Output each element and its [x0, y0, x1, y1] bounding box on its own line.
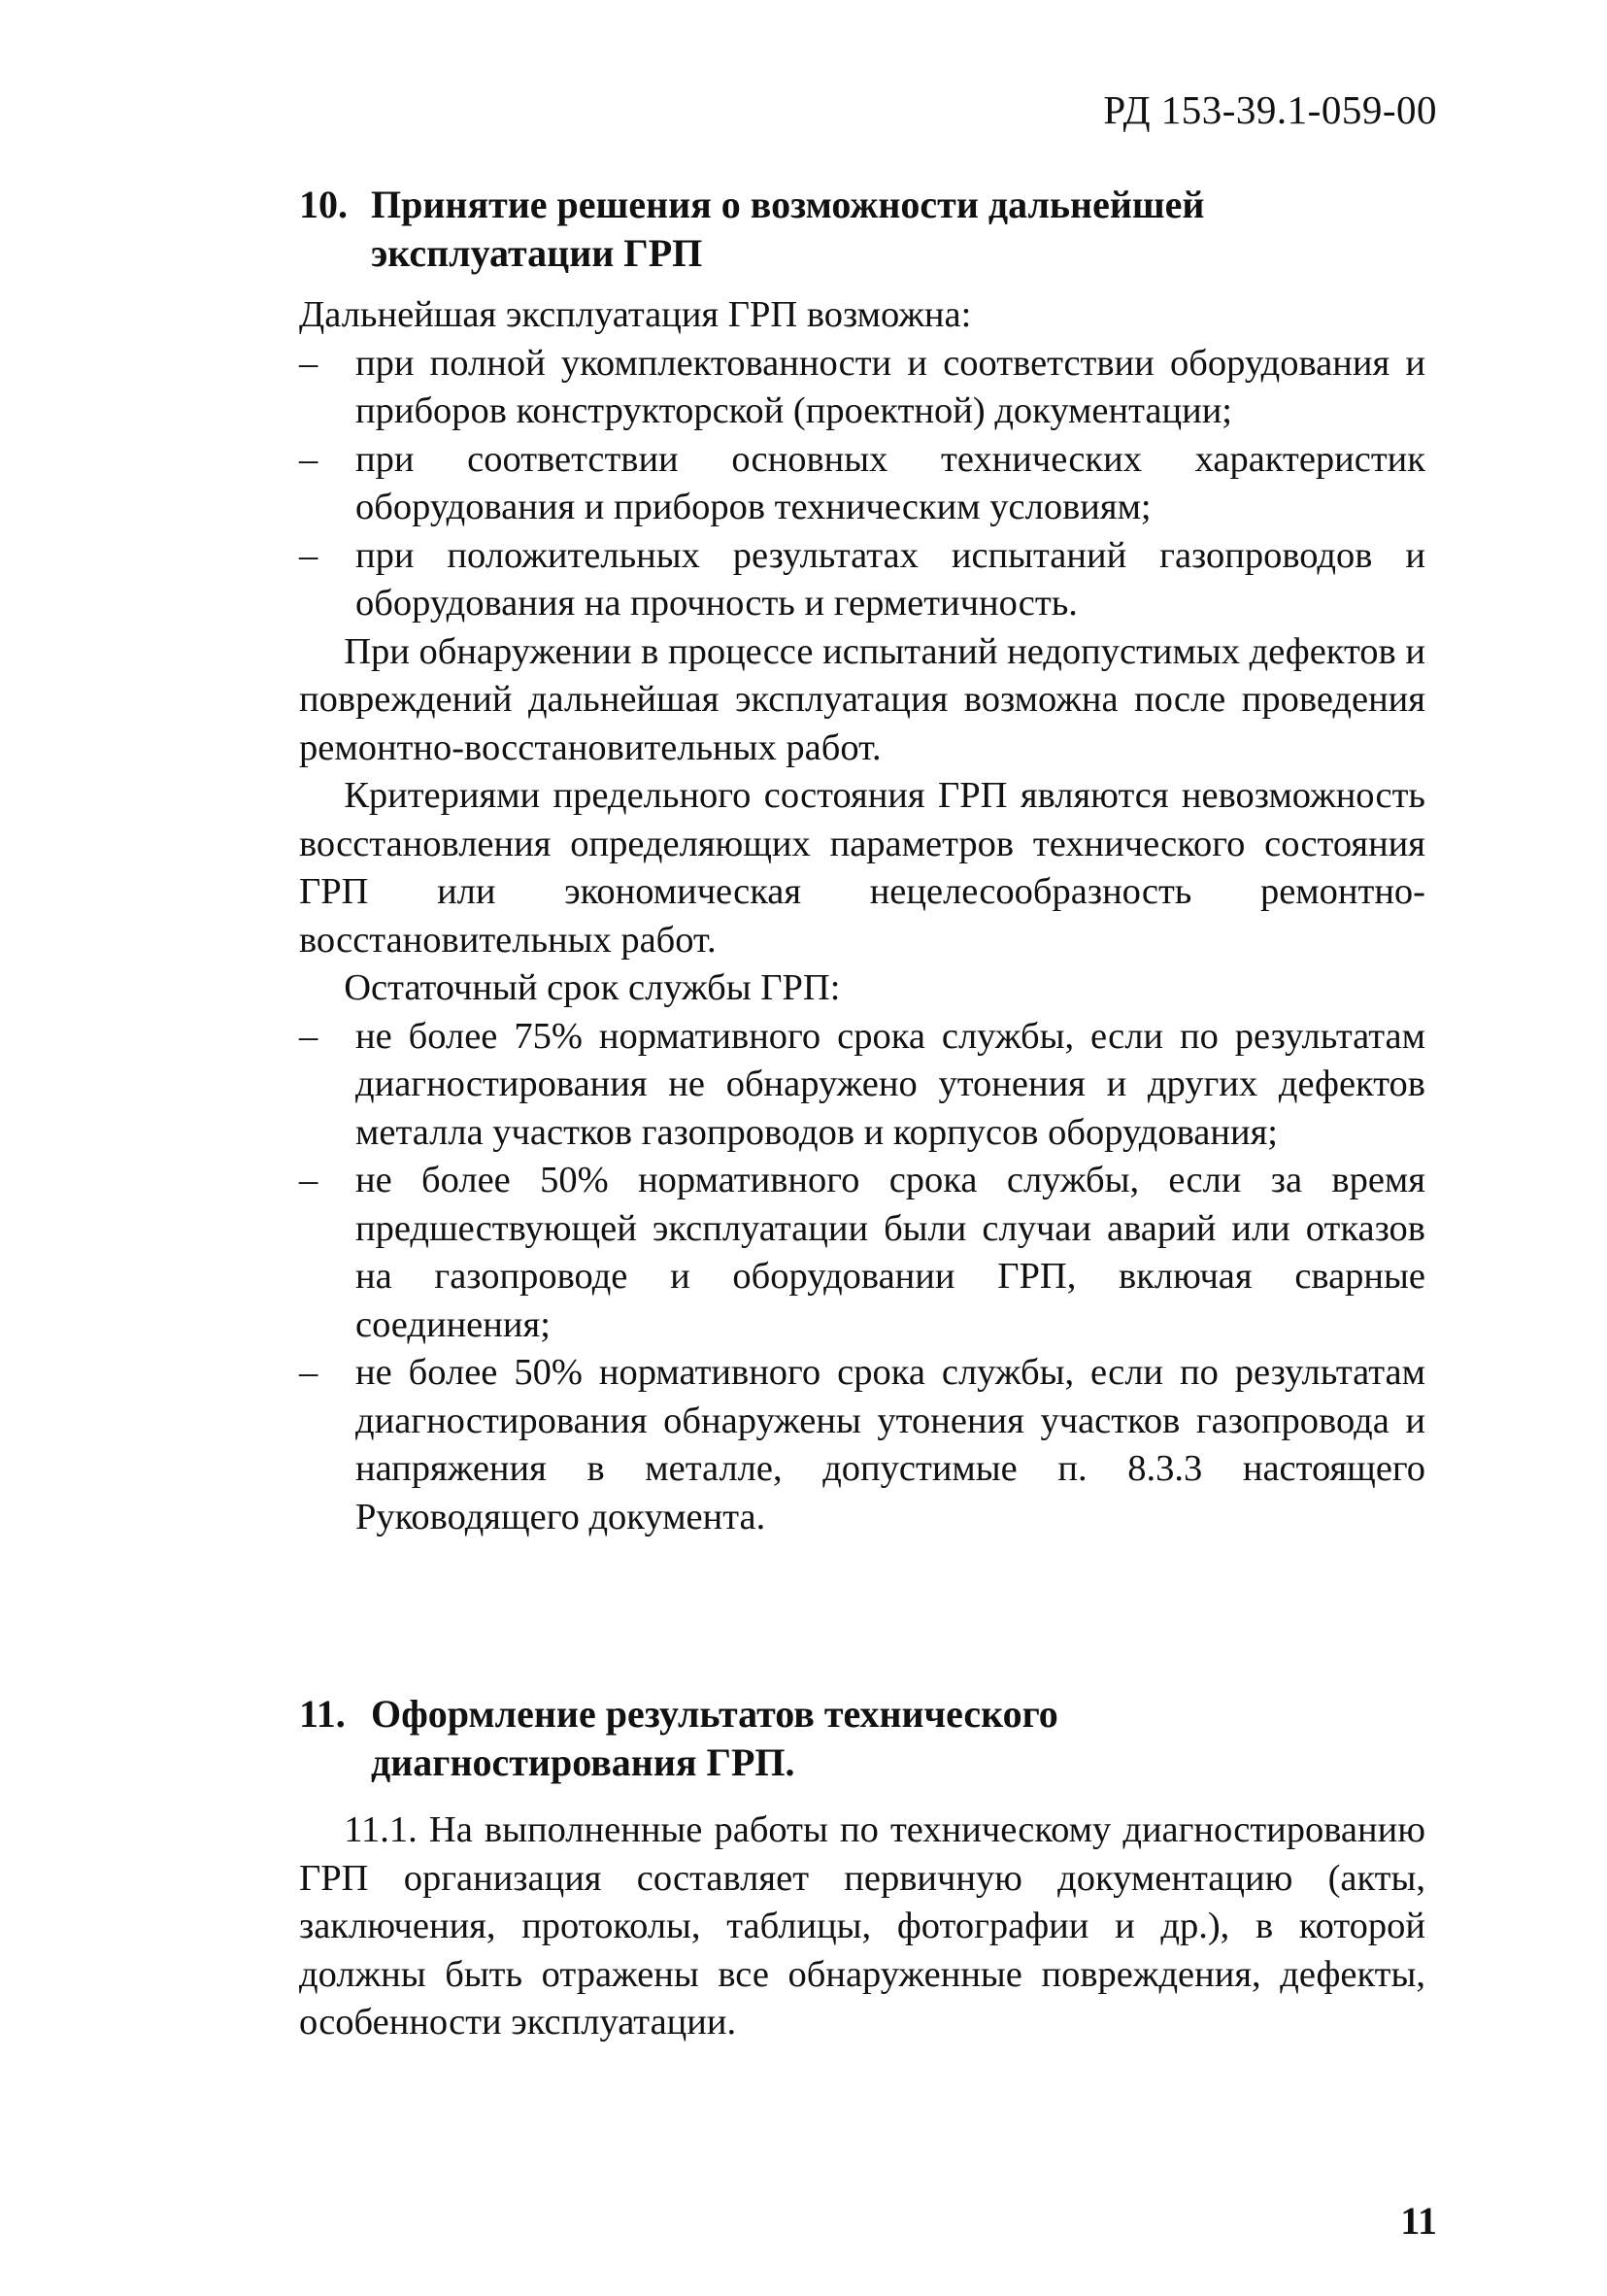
residual-text: не более 50% нормативного срока службы, если за время предшествующей эксплуатации были случаи аварий или отказов на газопроводе и оборудовании ГРП, включая сварные соединения;	[355, 1160, 1425, 1345]
section-10-heading	[299, 181, 1435, 278]
dash-marker: –	[299, 1015, 318, 1057]
residual-intro: Остаточный срок службы ГРП:	[344, 967, 841, 1008]
section-11-title-line2: диагностирования ГРП.	[371, 1740, 795, 1784]
dash-marker: –	[299, 342, 318, 384]
list-item	[299, 532, 1425, 628]
residual-list	[299, 1013, 1425, 1542]
page-number: 11	[1400, 2199, 1437, 2243]
section-11-title-line1: Оформление результатов технического	[371, 1692, 1058, 1736]
condition-text: при полной укомплектованности и соответствии оборудования и приборов конструкторской (проектной) документации;	[355, 342, 1425, 431]
dash-marker: –	[299, 1352, 318, 1393]
paragraph-11-1: 11.1. На выполненные работы по техническому диагностированию ГРП организация составляет первичную документацию (акты, заключения, протоколы, таблицы, фотографии и др.), в которой должны быть отражены все обнаруженные повреждения, дефекты, особенности эксплуатации.	[299, 1809, 1425, 2043]
condition-text: при положительных результатах испытаний газопроводов и оборудования на прочность и герметичность.	[355, 534, 1425, 624]
section-10-title-line2: эксплуатации ГРП	[371, 231, 703, 275]
residual-text: не более 75% нормативного срока службы, если по результатам диагностирования не обнаружено утонения и других дефектов металла участков газопроводов и корпусов оборудования;	[355, 1015, 1425, 1153]
list-item	[299, 436, 1425, 532]
section-11-heading	[299, 1690, 1435, 1787]
list-item	[299, 1349, 1425, 1541]
list-item	[299, 1013, 1425, 1158]
residual-text: не более 50% нормативного срока службы, если по результатам диагностирования обнаружены утонения участков газопровода и напряжения в металле, допустимые п. 8.3.3 настоящего Руководящего документа.	[355, 1352, 1425, 1537]
defects-paragraph	[299, 628, 1425, 773]
section-10-title-line1: Принятие решения о возможности дальнейшей	[371, 183, 1205, 226]
list-item	[299, 340, 1425, 436]
section-10-body	[299, 291, 1425, 1541]
conditions-intro: Дальнейшая эксплуатация ГРП возможна:	[299, 294, 972, 335]
criteria-paragraph-text: Критериями предельного состояния ГРП являются невозможность восстановления определяющих параметров технического состояния ГРП или экономическая нецелесообразность ремонтно-восстановительных работ.	[299, 775, 1425, 961]
document-code: РД 153-39.1-059-00	[1103, 87, 1437, 132]
section-11-body	[299, 1806, 1425, 2047]
dash-marker: –	[299, 534, 318, 576]
condition-text: при соответствии основных технических характеристик оборудования и приборов техническим условиям;	[355, 438, 1425, 527]
list-item	[299, 1157, 1425, 1349]
dash-marker: –	[299, 1160, 318, 1200]
criteria-paragraph	[299, 772, 1425, 964]
section-10-number: 10.	[299, 183, 348, 226]
conditions-list	[299, 340, 1425, 628]
section-11-number: 11.	[299, 1692, 346, 1736]
dash-marker: –	[299, 438, 318, 480]
defects-paragraph-text: При обнаружении в процессе испытаний недопустимых дефектов и повреждений дальнейшая эксплуатация возможна после проведения ремонтно-восстановительных работ.	[299, 630, 1425, 768]
